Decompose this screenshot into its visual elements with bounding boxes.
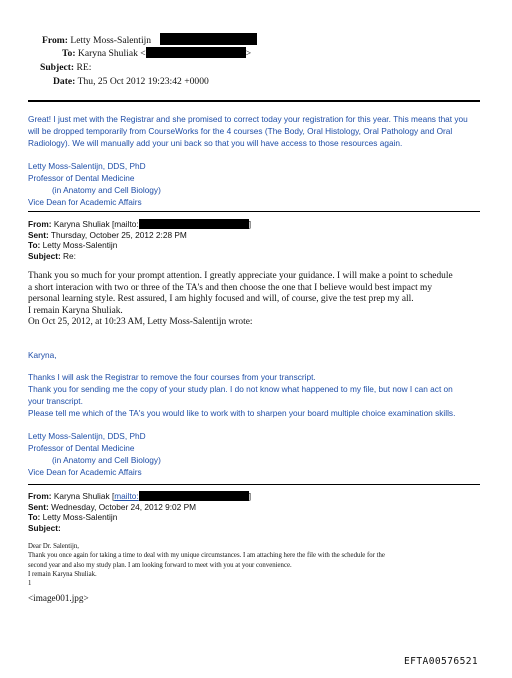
document-id: EFTA00576521: [404, 656, 479, 667]
signature-line: (in Anatomy and Cell Biology): [52, 455, 161, 465]
attachment-placeholder: <image001.jpg>: [28, 593, 89, 603]
quoted-line: your transcript.: [28, 396, 83, 406]
msg2-sent-row: [28, 230, 251, 241]
body-line: Thank you once again for taking a time to deal with my unique circumstances. I am attaching here the file with the schedule for the: [28, 552, 385, 560]
msg3-to-label: To:: [28, 512, 41, 522]
quoted-greeting: Karyna,: [28, 350, 57, 360]
signature-line: Professor of Dental Medicine: [28, 173, 135, 183]
body-line: Dear Dr. Salentijn,: [28, 543, 79, 550]
reply-line: Radiology). We will manually add your uni back so that you will have access to those resources again.: [28, 138, 403, 148]
body-line: Thank you so much for your prompt attention. I greatly appreciate your guidance. I will make a point to schedule: [28, 271, 453, 281]
msg3-from-row: [28, 491, 251, 502]
signature-line: Letty Moss-Salentijn, DDS, PhD: [28, 161, 146, 171]
msg2-sent-value: Thursday, October 25, 2012 2:28 PM: [50, 229, 187, 240]
msg2-from-value: Karyna Shuliak [mailto:: [53, 219, 139, 229]
reply-line: Great! I just met with the Registrar and she promised to correct today your registration for this year. This means that you: [28, 114, 468, 124]
reply-line: will be dropped temporarily from CourseWorks for the 4 courses (The Body, Oral Histology, Oral Pathology and Oral: [28, 126, 453, 136]
message-body: [28, 271, 453, 329]
signature-line: (in Anatomy and Cell Biology): [52, 185, 161, 195]
header-to-close: >: [245, 48, 252, 59]
header-date-label: Date:: [53, 76, 76, 87]
signature: [28, 160, 161, 208]
signature: [28, 430, 161, 478]
signature-line: Vice Dean for Academic Affairs: [28, 197, 142, 207]
msg2-to-row: [28, 240, 251, 251]
msg3-from-label: From:: [28, 491, 52, 501]
header-from-row: [42, 33, 257, 48]
header-subject-value: RE:: [76, 62, 92, 73]
msg3-sent-label: Sent:: [28, 501, 49, 512]
divider: [28, 211, 480, 212]
msg3-subject-label: Subject:: [28, 522, 61, 533]
msg3-to-row: [28, 512, 251, 523]
msg3-subject-row: [28, 523, 251, 534]
msg2-from-close: ]: [248, 219, 251, 229]
body-line: I remain Karyna Shuliak.: [28, 305, 123, 316]
quoted-line: Thank you for sending me the copy of your study plan. I do not know what happened to my file, but now I can act on: [28, 384, 453, 394]
msg2-subject-label: Subject:: [28, 250, 61, 261]
header-date-row: [53, 75, 209, 89]
body-line: personal learning style. Rest assured, I am highly focused and will, of course, give the test prep my all.: [28, 294, 414, 305]
msg3-sent-value: Wednesday, October 24, 2012 9:02 PM: [51, 501, 197, 512]
header-from-value: Letty Moss-Salentijn: [70, 35, 152, 46]
header-from-label: From:: [42, 35, 68, 46]
body-line: I remain Karyna Shuliak.: [28, 570, 97, 578]
message-body: [28, 542, 385, 588]
msg2-sent-label: Sent:: [28, 229, 49, 240]
divider: [28, 484, 480, 485]
msg3-from-value: Karyna Shuliak [: [53, 491, 115, 501]
msg3-to-value: Letty Moss-Salentijn: [42, 512, 118, 522]
header-subject-label: Subject:: [40, 62, 75, 73]
body-line: second year and also my study plan. I am looking forward to meet with you at your convenience.: [28, 561, 292, 569]
redaction-box: [160, 33, 257, 45]
header-to-label: To:: [62, 48, 76, 59]
message-header: [28, 491, 251, 533]
header-to-value: Karyna Shuliak <: [77, 48, 146, 59]
message-header: [28, 219, 251, 261]
msg2-from-row: [28, 219, 251, 230]
msg2-from-label: From:: [28, 219, 52, 229]
msg2-subject-row: [28, 251, 251, 262]
redaction-box: [146, 47, 246, 58]
msg2-subject-value: Re:: [63, 250, 76, 261]
header-to-row: [62, 47, 251, 61]
quoted-line: Thanks I will ask the Registrar to remove the four courses from your transcript.: [28, 372, 316, 382]
signature-line: Professor of Dental Medicine: [28, 443, 135, 453]
header-date-value: Thu, 25 Oct 2012 19:23:42 +0000: [77, 76, 209, 87]
body-line: On Oct 25, 2012, at 10:23 AM, Letty Moss-Salentijn wrote:: [28, 317, 253, 328]
msg3-from-close: ]: [248, 491, 251, 501]
signature-line: Vice Dean for Academic Affairs: [28, 467, 142, 477]
body-line: 1: [28, 580, 32, 588]
divider: [28, 100, 480, 102]
header-subject-row: [40, 61, 91, 75]
body-line: a short interacion with two or three of the TA's and then choose the one that I believe would best impact my: [28, 282, 433, 293]
msg2-to-label: To:: [28, 240, 41, 250]
quoted-body: [28, 371, 455, 419]
quoted-line: Please tell me which of the TA's you would like to work with to sharpen your board multiple choice examination skills.: [28, 408, 456, 418]
mailto-link[interactable]: mailto:: [114, 491, 139, 501]
msg2-to-value: Letty Moss-Salentijn: [42, 240, 118, 250]
signature-line: Letty Moss-Salentijn, DDS, PhD: [28, 431, 146, 441]
reply-body: [28, 113, 493, 149]
redaction-box: [139, 219, 249, 229]
redaction-box: [139, 491, 249, 501]
msg3-sent-row: [28, 502, 251, 513]
